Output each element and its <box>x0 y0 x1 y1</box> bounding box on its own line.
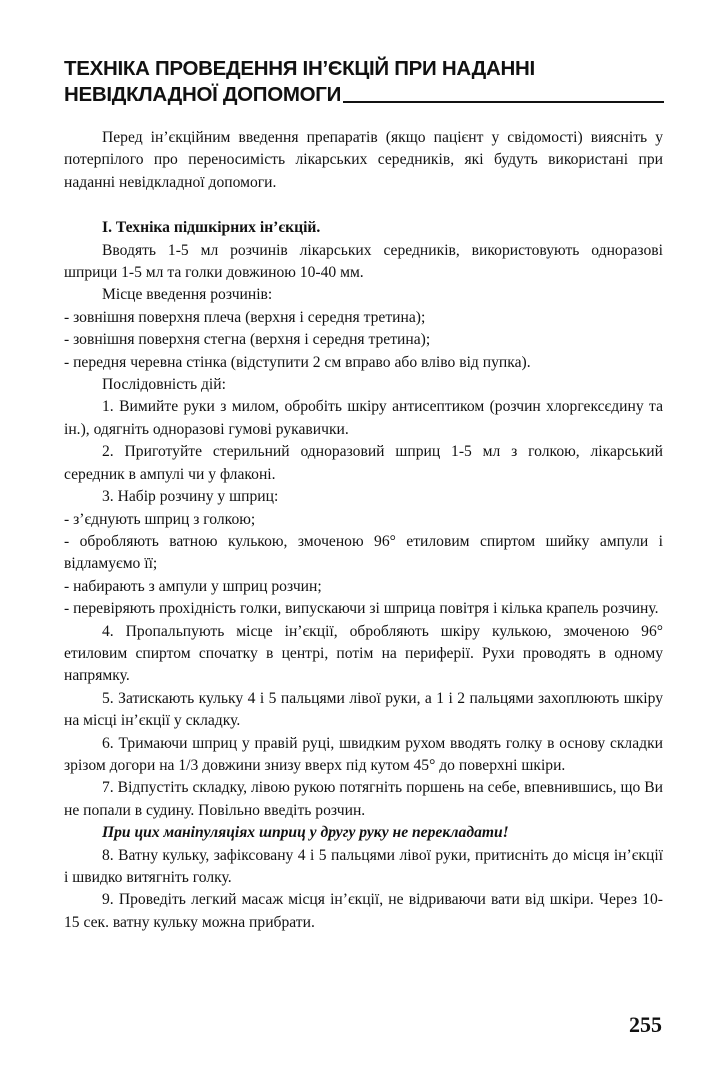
title-underline <box>343 101 664 103</box>
title-line-2: НЕВІДКЛАДНОЇ ДОПОМОГИ <box>64 83 342 106</box>
page-number: 255 <box>629 1012 662 1037</box>
title-line-1: ТЕХНІКА ПРОВЕДЕННЯ ІН’ЄКЦІЙ ПРИ НАДАННІ <box>64 57 535 80</box>
list-item: - обробляють ватною кулькою, змоченою 96° етиловим спиртом шийку ампули і відламуємо її; <box>64 532 663 573</box>
step: 4. Пропальпують місце ін’єкції, обробляють шкіру кулькою, змоченою 96° етиловим спиртом спочатку в центрі, потім на периферії. Рухи проводять в одному напрямку. <box>64 622 663 685</box>
page-title <box>64 56 664 108</box>
title-line-2-row <box>64 82 664 108</box>
warning-note: При цих маніпуляціях шприц у другу руку не перекладати! <box>102 824 509 842</box>
paragraph: Послідовність дій: <box>102 376 226 394</box>
list-item: - перевіряють прохідність голки, випускаючи зі шприца повітря і кілька крапель розчину. <box>64 600 659 618</box>
list-item: - зовнішня поверхня плеча (верхня і середня третина); <box>64 308 426 326</box>
step: 1. Вимийте руки з милом, обробіть шкіру антисептиком (розчин хлоргексєдину та ін.), одягніть одноразові гумові рукавички. <box>64 398 663 438</box>
step: 9. Проведіть легкий масаж місця ін’єкції, не відриваючи вати від шкіри. Через 10-15 сек. ватну кульку можна прибрати. <box>64 891 663 931</box>
page-body <box>64 127 663 934</box>
spacer <box>64 194 663 217</box>
step: 2. Приготуйте стерильний одноразовий шприц 1-5 мл з голкою, лікарський середник в ампулі чи у флаконі. <box>64 443 663 483</box>
step: 3. Набір розчину у шприц: <box>102 488 279 506</box>
step: 8. Ватну кульку, зафіксовану 4 і 5 пальцями лівої руки, притисніть до місця ін’єкції і швидко витягніть голку. <box>64 846 663 886</box>
step: 7. Відпустіть складку, лівою рукою потягніть поршень на себе, впевнившись, що Ви не попали в судину. Повільно введіть розчин. <box>64 779 663 819</box>
list-item: - набирають з ампули у шприц розчин; <box>64 577 322 595</box>
paragraph: Вводять 1-5 мл розчинів лікарських середників, використовують одноразові шприци 1-5 мл та голки довжиною 10-40 мм. <box>64 241 663 282</box>
list-item: - передня черевна стінка (відступити 2 см вправо або вліво від пупка). <box>64 353 531 371</box>
section-heading: І. Техніка підшкірних ін’єкцій. <box>102 219 321 237</box>
list-item: - з’єднують шприц з голкою; <box>64 510 256 528</box>
step: 6. Тримаючи шприц у правій руці, швидким рухом вводять голку в основу складки зрізом догори на 1/3 довжини знизу вверх під кутом 45° до поверхні шкіри. <box>64 734 663 774</box>
step: 5. Затискають кульку 4 і 5 пальцями лівої руки, а 1 і 2 пальцями захоплюють шкіру на місці ін’єкції у складку. <box>64 689 663 730</box>
list-item: - зовнішня поверхня стегна (верхня і середня третина); <box>64 331 431 349</box>
intro-paragraph: Перед ін’єкційним введення препаратів (якщо пацієнт у свідомості) вияснiть у потерпiлого про переносимiсть лiкарських середникiв, якi будуть використанi при наданнi невiдкладної допомоги. <box>64 129 663 191</box>
paragraph: Місце введення розчинів: <box>102 286 273 304</box>
